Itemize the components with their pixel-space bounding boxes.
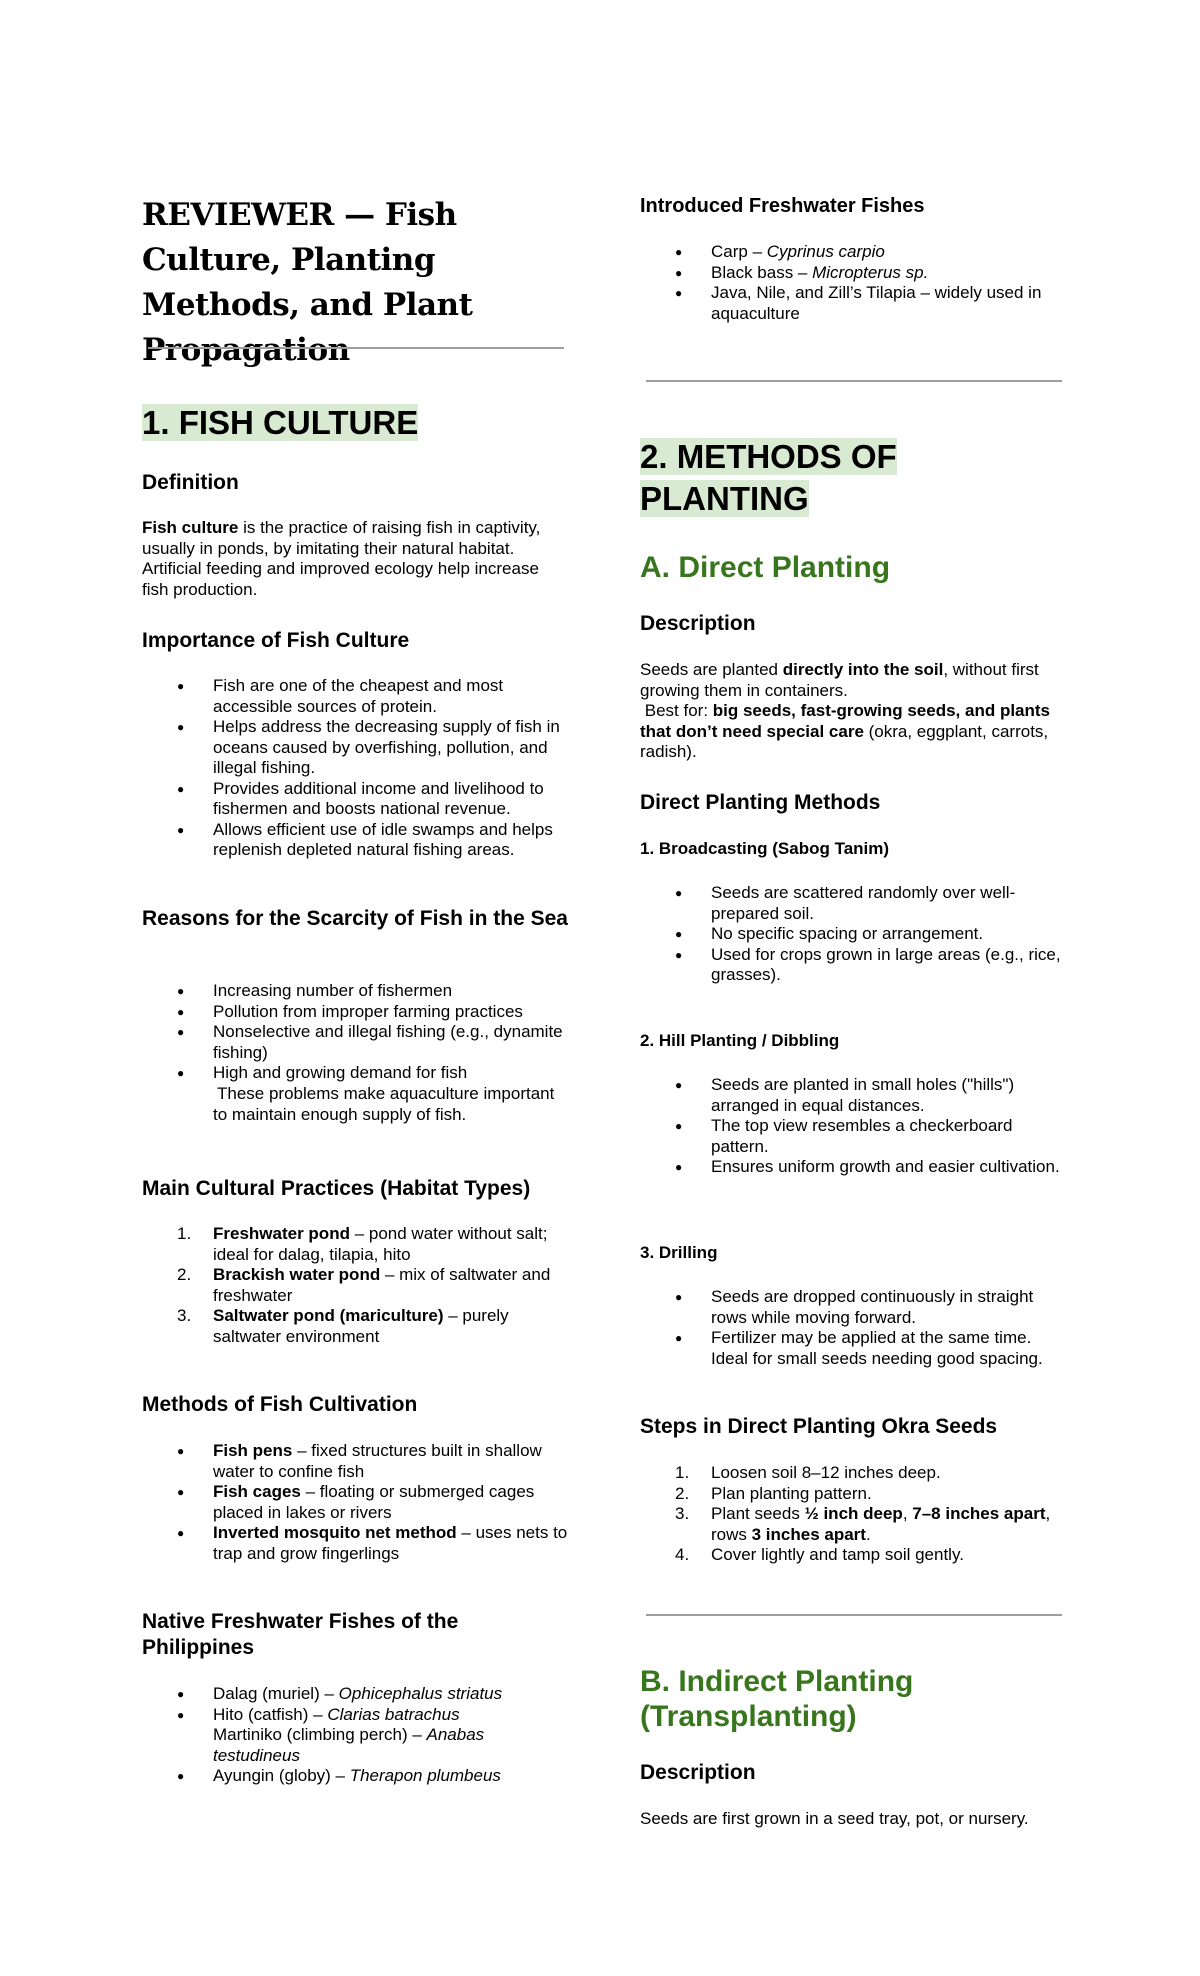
list-item: Martiniko (climbing perch) – Anabas testudineus — [213, 1725, 485, 1765]
importance-heading: Importance of Fish Culture — [142, 629, 410, 652]
indirect-description-text: Seeds are first grown in a seed tray, pot, or nursery. — [640, 1809, 1029, 1828]
drilling-list — [640, 1287, 1070, 1349]
list-item: ● Nonselective and illegal fishing (e.g., dynamite fishing) — [142, 1022, 570, 1063]
importance-list — [142, 676, 570, 861]
native-heading: Native Freshwater Fishes of the Philippines — [142, 1610, 459, 1659]
list-item: ● Ayungin (globy) – Therapon plumbeus — [142, 1766, 570, 1787]
definition-text: Fish culture is the practice of raising fish in captivity, usually in ponds, by imitating their natural habitat. Artificial feeding and improved ecology help increase fish production. — [142, 518, 541, 599]
list-item: ● Used for crops grown in large areas (e.g., rice, grasses). — [640, 945, 1070, 986]
indirect-description-heading: Description — [640, 1761, 756, 1784]
list-item: ● Fish cages – floating or submerged cages placed in lakes or rivers — [142, 1482, 570, 1523]
list-item: 3. Plant seeds ½ inch deep, 7–8 inches apart, rows 3 inches apart. — [675, 1504, 1051, 1544]
list-item: 3. Saltwater pond (mariculture) – purely saltwater environment — [177, 1306, 509, 1346]
hill-planting-list — [640, 1075, 1070, 1178]
list-item: ● Seeds are scattered randomly over well-prepared soil. — [640, 883, 1070, 924]
list-item: ● Inverted mosquito net method – uses nets to trap and grow fingerlings — [142, 1523, 570, 1564]
scarcity-list — [142, 981, 570, 1084]
list-item: ● Ensures uniform growth and easier cultivation. — [640, 1157, 1070, 1178]
list-item: 2. Plan planting pattern. — [675, 1483, 872, 1503]
title-divider — [148, 347, 564, 349]
methods-heading: Methods of Fish Cultivation — [142, 1393, 418, 1416]
list-item: 1. Loosen soil 8–12 inches deep. — [675, 1463, 941, 1482]
list-item: ● Hito (catfish) – Clarias batrachus — [142, 1705, 570, 1726]
list-item: ● Allows efficient use of idle swamps and helps replenish depleted natural fishing areas. — [142, 820, 570, 861]
direct-description-text: Seeds are planted directly into the soil, without first growing them in containers. Best for: big seeds, fast-growing seeds, and plants that don’t need special care (okra, eggplant, carrots, radish). — [640, 660, 1051, 761]
section-heading-fish-culture: 1. FISH CULTURE — [142, 404, 419, 441]
list-item: ● Fish are one of the cheapest and most accessible sources of protein. — [142, 676, 570, 717]
direct-planting-heading: A. Direct Planting — [640, 551, 891, 584]
list-item: 1. Freshwater pond – pond water without salt; ideal for dalag, tilapia, hito — [177, 1224, 548, 1264]
list-item: ● Carp – Cyprinus carpio — [640, 242, 1070, 263]
list-item: ● Increasing number of fishermen — [142, 981, 570, 1002]
hill-planting-heading: 2. Hill Planting / Dibbling — [640, 1031, 840, 1050]
list-item: ● The top view resembles a checkerboard pattern. — [640, 1116, 1070, 1157]
okra-steps-heading: Steps in Direct Planting Okra Seeds — [640, 1415, 998, 1438]
list-item: ● Black bass – Micropterus sp. — [640, 263, 1070, 284]
practices-heading: Main Cultural Practices (Habitat Types) — [142, 1177, 531, 1200]
introduced-list — [640, 242, 1070, 324]
list-item: ● Pollution from improper farming practices — [142, 1002, 570, 1023]
native-list — [142, 1684, 570, 1787]
introduced-heading: Introduced Freshwater Fishes — [640, 195, 925, 217]
list-item: 4. Cover lightly and tamp soil gently. — [675, 1545, 964, 1564]
indirect-planting-heading: B. Indirect Planting (Transplanting) — [640, 1665, 914, 1733]
list-item: ● Fertilizer may be applied at the same time. — [640, 1328, 1070, 1349]
list-item: ● Provides additional income and livelihood to fishermen and boosts national revenue. — [142, 779, 570, 820]
definition-heading: Definition — [142, 471, 239, 494]
direct-description-heading: Description — [640, 612, 756, 635]
direct-methods-heading: Direct Planting Methods — [640, 791, 881, 814]
methods-list — [142, 1441, 570, 1564]
divider — [646, 1614, 1062, 1616]
okra-steps-list — [640, 1463, 1070, 1566]
list-item: ● Seeds are dropped continuously in straight rows while moving forward. — [640, 1287, 1070, 1328]
scarcity-note: These problems make aquaculture important to maintain enough supply of fish. — [213, 1084, 555, 1124]
list-item: ● Dalag (muriel) – Ophicephalus striatus — [142, 1684, 570, 1705]
list-item: ● No specific spacing or arrangement. — [640, 924, 1070, 945]
page-title: REVIEWER — Fish Culture, Planting Methods, and Plant Propagation — [142, 197, 473, 368]
list-item: ● Seeds are planted in small holes ("hills") arranged in equal distances. — [640, 1075, 1070, 1116]
list-item: ● Fish pens – fixed structures built in shallow water to confine fish — [142, 1441, 570, 1482]
drilling-heading: 3. Drilling — [640, 1243, 718, 1262]
list-item: 2. Brackish water pond – mix of saltwater and freshwater — [177, 1265, 551, 1305]
list-item: ● Java, Nile, and Zill’s Tilapia – widely used in aquaculture — [640, 283, 1070, 324]
broadcasting-heading: 1. Broadcasting (Sabog Tanim) — [640, 839, 890, 858]
drilling-note: Ideal for small seeds needing good spacing. — [711, 1349, 1043, 1368]
broadcasting-list — [640, 883, 1070, 986]
divider — [646, 380, 1062, 382]
scarcity-heading: Reasons for the Scarcity of Fish in the Sea — [142, 907, 568, 930]
practices-list — [142, 1224, 570, 1347]
list-item: ● High and growing demand for fish — [142, 1063, 570, 1084]
section-heading-methods-of-planting: 2. METHODS OF PLANTING — [640, 438, 897, 517]
list-item: ● Helps address the decreasing supply of fish in oceans caused by overfishing, pollution, and illegal fishing. — [142, 717, 570, 779]
